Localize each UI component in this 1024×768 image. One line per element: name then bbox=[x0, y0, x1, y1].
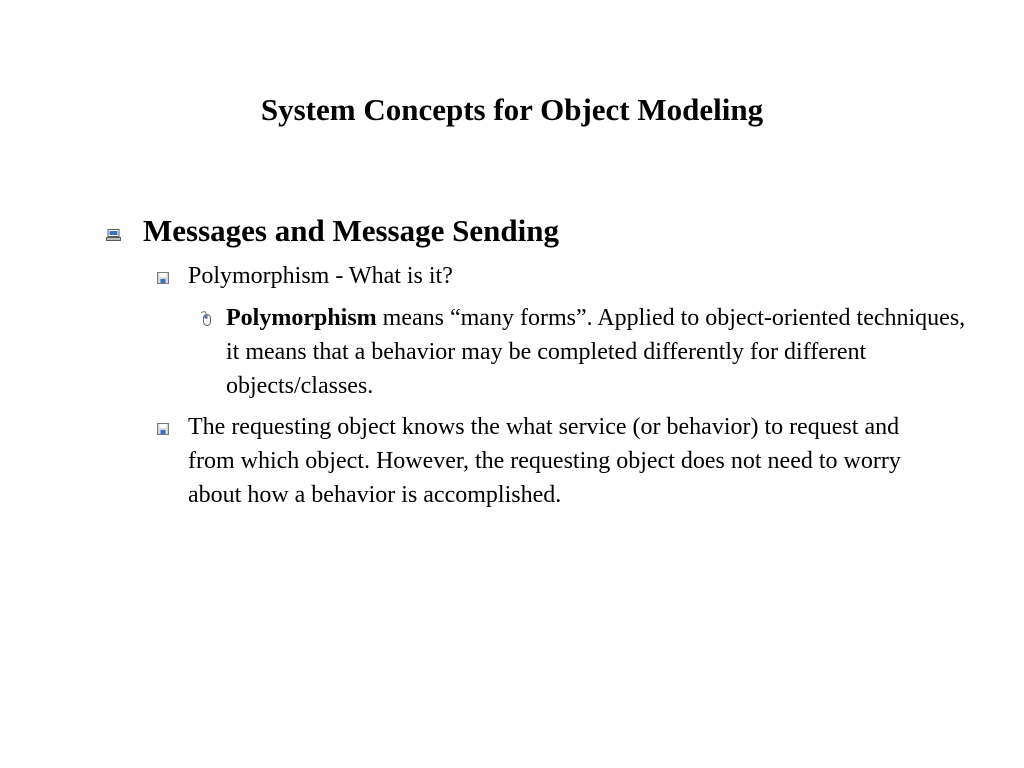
bullet-text: Polymorphism - What is it? bbox=[188, 263, 453, 289]
disk-bullet-icon bbox=[157, 423, 169, 435]
bullet-level-2 bbox=[188, 410, 928, 512]
bullet-text: The requesting object knows the what service (or behavior) to request and from which object. However, the requesting object does not need to worry about how a behavior is accomplished. bbox=[188, 414, 901, 508]
slide-title: System Concepts for Object Modeling bbox=[260, 92, 764, 127]
bullet-level-3 bbox=[226, 301, 966, 403]
bullet-bold-term: Polymorphism bbox=[226, 305, 377, 331]
bullet-text: Messages and Message Sending bbox=[143, 213, 559, 248]
bullet-text: means “many forms”. Applied to object-oriented techniques, it means that a behavior may be completed differently for different objects/classes. bbox=[226, 305, 966, 399]
disk-bullet-icon bbox=[157, 272, 169, 284]
mouse-bullet-icon bbox=[199, 311, 213, 327]
bullet-level-2 bbox=[188, 259, 948, 293]
computer-bullet-icon bbox=[106, 229, 121, 241]
bullet-level-1 bbox=[143, 209, 963, 253]
